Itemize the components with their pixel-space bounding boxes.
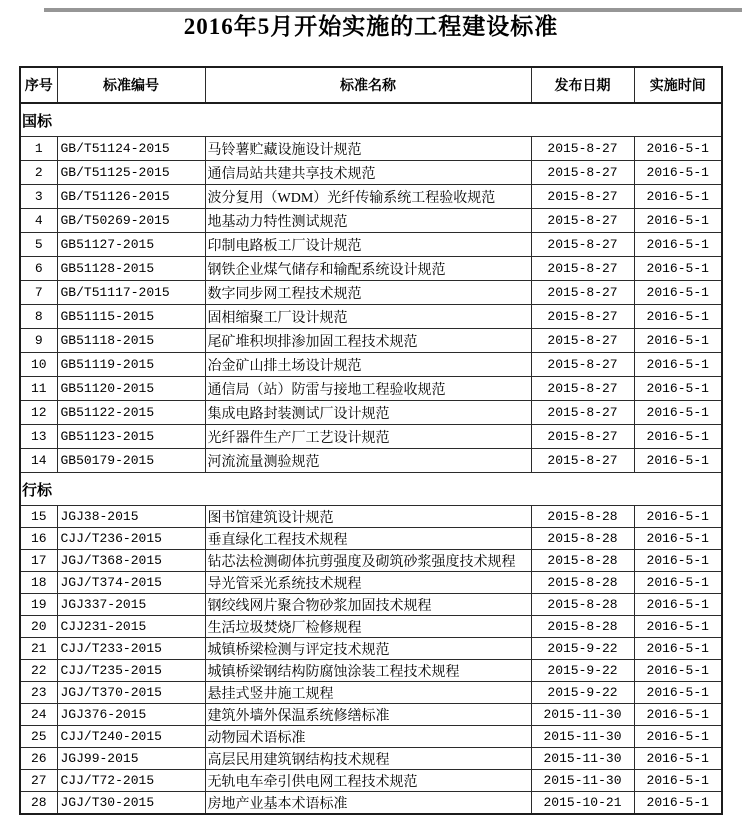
table-row	[20, 377, 722, 401]
table-row	[20, 770, 722, 792]
cell-name: 固相缩聚工厂设计规范	[205, 305, 531, 329]
cell-seq: 18	[20, 572, 57, 594]
cell-code: GB51128-2015	[57, 257, 205, 281]
cell-code: GB/T51126-2015	[57, 185, 205, 209]
table-row	[20, 425, 722, 449]
cell-pub: 2015-9-22	[531, 682, 634, 704]
cell-pub: 2015-11-30	[531, 748, 634, 770]
cell-seq: 20	[20, 616, 57, 638]
cell-code: GB51120-2015	[57, 377, 205, 401]
header-pub-date: 发布日期	[531, 67, 634, 103]
cell-seq: 13	[20, 425, 57, 449]
cell-seq: 6	[20, 257, 57, 281]
cell-impl: 2016-5-1	[634, 329, 722, 353]
header-name: 标准名称	[205, 67, 531, 103]
cell-seq: 21	[20, 638, 57, 660]
cell-impl: 2016-5-1	[634, 616, 722, 638]
cell-pub: 2015-8-27	[531, 257, 634, 281]
table-row	[20, 506, 722, 528]
cell-code: GB51118-2015	[57, 329, 205, 353]
cell-code: CJJ/T235-2015	[57, 660, 205, 682]
cell-seq: 1	[20, 137, 57, 161]
cell-name: 生活垃圾焚烧厂检修规程	[205, 616, 531, 638]
cell-code: JGJ337-2015	[57, 594, 205, 616]
cell-name: 钢铁企业煤气储存和输配系统设计规范	[205, 257, 531, 281]
cell-code: CJJ/T240-2015	[57, 726, 205, 748]
cell-pub: 2015-8-28	[531, 506, 634, 528]
table-row	[20, 233, 722, 257]
cell-seq: 19	[20, 594, 57, 616]
cell-seq: 24	[20, 704, 57, 726]
table-row	[20, 528, 722, 550]
top-edge-artifact	[44, 8, 742, 12]
cell-impl: 2016-5-1	[634, 506, 722, 528]
cell-seq: 3	[20, 185, 57, 209]
cell-name: 建筑外墙外保温系统修缮标准	[205, 704, 531, 726]
cell-seq: 23	[20, 682, 57, 704]
table-body	[20, 103, 722, 814]
cell-impl: 2016-5-1	[634, 305, 722, 329]
table-row	[20, 281, 722, 305]
cell-pub: 2015-11-30	[531, 770, 634, 792]
table-row	[20, 792, 722, 815]
cell-code: GB50179-2015	[57, 449, 205, 473]
cell-code: GB/T51117-2015	[57, 281, 205, 305]
cell-seq: 14	[20, 449, 57, 473]
cell-name: 印制电路板工厂设计规范	[205, 233, 531, 257]
cell-name: 尾矿堆积坝排渗加固工程技术规范	[205, 329, 531, 353]
cell-seq: 25	[20, 726, 57, 748]
cell-name: 马铃薯贮藏设施设计规范	[205, 137, 531, 161]
cell-pub: 2015-8-28	[531, 550, 634, 572]
cell-impl: 2016-5-1	[634, 401, 722, 425]
cell-pub: 2015-8-28	[531, 572, 634, 594]
table-row	[20, 161, 722, 185]
cell-seq: 8	[20, 305, 57, 329]
cell-impl: 2016-5-1	[634, 572, 722, 594]
table-row	[20, 572, 722, 594]
table-row	[20, 704, 722, 726]
cell-impl: 2016-5-1	[634, 425, 722, 449]
cell-code: CJJ/T233-2015	[57, 638, 205, 660]
cell-impl: 2016-5-1	[634, 792, 722, 815]
cell-impl: 2016-5-1	[634, 449, 722, 473]
cell-seq: 9	[20, 329, 57, 353]
cell-impl: 2016-5-1	[634, 137, 722, 161]
cell-impl: 2016-5-1	[634, 281, 722, 305]
cell-impl: 2016-5-1	[634, 353, 722, 377]
cell-name: 钻芯法检测砌体抗剪强度及砌筑砂浆强度技术规程	[205, 550, 531, 572]
cell-impl: 2016-5-1	[634, 550, 722, 572]
cell-code: CJJ231-2015	[57, 616, 205, 638]
cell-name: 集成电路封装测试厂设计规范	[205, 401, 531, 425]
cell-pub: 2015-8-27	[531, 209, 634, 233]
table-row	[20, 137, 722, 161]
cell-code: GB/T50269-2015	[57, 209, 205, 233]
table-row	[20, 682, 722, 704]
table-row	[20, 257, 722, 281]
cell-pub: 2015-8-28	[531, 616, 634, 638]
cell-pub: 2015-8-27	[531, 377, 634, 401]
cell-pub: 2015-8-27	[531, 233, 634, 257]
cell-code: GB51122-2015	[57, 401, 205, 425]
cell-code: JGJ/T370-2015	[57, 682, 205, 704]
cell-seq: 11	[20, 377, 57, 401]
cell-pub: 2015-11-30	[531, 726, 634, 748]
cell-seq: 26	[20, 748, 57, 770]
cell-impl: 2016-5-1	[634, 660, 722, 682]
cell-impl: 2016-5-1	[634, 209, 722, 233]
cell-impl: 2016-5-1	[634, 682, 722, 704]
cell-code: JGJ99-2015	[57, 748, 205, 770]
cell-seq: 12	[20, 401, 57, 425]
cell-code: GB/T51124-2015	[57, 137, 205, 161]
cell-pub: 2015-8-27	[531, 137, 634, 161]
standards-table	[19, 66, 723, 815]
cell-impl: 2016-5-1	[634, 594, 722, 616]
cell-seq: 28	[20, 792, 57, 815]
cell-impl: 2016-5-1	[634, 185, 722, 209]
cell-seq: 15	[20, 506, 57, 528]
cell-code: JGJ/T374-2015	[57, 572, 205, 594]
cell-seq: 7	[20, 281, 57, 305]
cell-code: JGJ376-2015	[57, 704, 205, 726]
section-row	[20, 473, 722, 506]
table-row	[20, 660, 722, 682]
cell-name: 动物园术语标准	[205, 726, 531, 748]
table-row	[20, 185, 722, 209]
cell-code: GB51115-2015	[57, 305, 205, 329]
cell-impl: 2016-5-1	[634, 748, 722, 770]
table-row	[20, 638, 722, 660]
cell-name: 钢绞线网片聚合物砂浆加固技术规程	[205, 594, 531, 616]
cell-pub: 2015-10-21	[531, 792, 634, 815]
table-row	[20, 550, 722, 572]
cell-code: GB51123-2015	[57, 425, 205, 449]
cell-pub: 2015-8-27	[531, 281, 634, 305]
cell-name: 图书馆建筑设计规范	[205, 506, 531, 528]
header-code: 标准编号	[57, 67, 205, 103]
cell-name: 无轨电车牵引供电网工程技术规范	[205, 770, 531, 792]
cell-pub: 2015-8-27	[531, 329, 634, 353]
table-row	[20, 209, 722, 233]
cell-seq: 16	[20, 528, 57, 550]
cell-name: 导光管采光系统技术规程	[205, 572, 531, 594]
cell-code: CJJ/T72-2015	[57, 770, 205, 792]
cell-pub: 2015-11-30	[531, 704, 634, 726]
table-row	[20, 353, 722, 377]
section-label: 行标	[20, 473, 722, 506]
cell-pub: 2015-8-27	[531, 185, 634, 209]
cell-pub: 2015-8-27	[531, 353, 634, 377]
cell-name: 波分复用（WDM）光纤传输系统工程验收规范	[205, 185, 531, 209]
cell-code: JGJ/T368-2015	[57, 550, 205, 572]
cell-pub: 2015-8-27	[531, 449, 634, 473]
cell-pub: 2015-8-28	[531, 528, 634, 550]
cell-name: 通信局站共建共享技术规范	[205, 161, 531, 185]
cell-pub: 2015-9-22	[531, 660, 634, 682]
table-header	[20, 67, 722, 103]
table-row	[20, 449, 722, 473]
cell-name: 城镇桥梁检测与评定技术规范	[205, 638, 531, 660]
cell-name: 数字同步网工程技术规范	[205, 281, 531, 305]
cell-code: GB51127-2015	[57, 233, 205, 257]
cell-impl: 2016-5-1	[634, 257, 722, 281]
cell-name: 垂直绿化工程技术规程	[205, 528, 531, 550]
cell-seq: 5	[20, 233, 57, 257]
cell-seq: 4	[20, 209, 57, 233]
cell-name: 悬挂式竖井施工规程	[205, 682, 531, 704]
cell-pub: 2015-9-22	[531, 638, 634, 660]
cell-code: GB51119-2015	[57, 353, 205, 377]
header-seq: 序号	[20, 67, 57, 103]
cell-name: 城镇桥梁钢结构防腐蚀涂装工程技术规程	[205, 660, 531, 682]
cell-code: GB/T51125-2015	[57, 161, 205, 185]
cell-impl: 2016-5-1	[634, 233, 722, 257]
cell-seq: 10	[20, 353, 57, 377]
cell-code: CJJ/T236-2015	[57, 528, 205, 550]
cell-name: 地基动力特性测试规范	[205, 209, 531, 233]
cell-impl: 2016-5-1	[634, 528, 722, 550]
cell-seq: 22	[20, 660, 57, 682]
cell-pub: 2015-8-27	[531, 161, 634, 185]
cell-name: 河流流量测验规范	[205, 449, 531, 473]
cell-pub: 2015-8-28	[531, 594, 634, 616]
table-row	[20, 616, 722, 638]
table-row	[20, 329, 722, 353]
page-title: 2016年5月开始实施的工程建设标准	[183, 14, 559, 39]
cell-impl: 2016-5-1	[634, 704, 722, 726]
cell-impl: 2016-5-1	[634, 726, 722, 748]
cell-impl: 2016-5-1	[634, 161, 722, 185]
standards-table-container	[19, 66, 723, 815]
cell-impl: 2016-5-1	[634, 638, 722, 660]
cell-pub: 2015-8-27	[531, 305, 634, 329]
cell-name: 高层民用建筑钢结构技术规程	[205, 748, 531, 770]
header-impl-date: 实施时间	[634, 67, 722, 103]
cell-name: 通信局（站）防雷与接地工程验收规范	[205, 377, 531, 401]
cell-name: 光纤器件生产厂工艺设计规范	[205, 425, 531, 449]
cell-seq: 17	[20, 550, 57, 572]
cell-impl: 2016-5-1	[634, 770, 722, 792]
section-label: 国标	[20, 103, 722, 137]
cell-pub: 2015-8-27	[531, 401, 634, 425]
section-row	[20, 103, 722, 137]
cell-name: 冶金矿山排土场设计规范	[205, 353, 531, 377]
cell-code: JGJ/T30-2015	[57, 792, 205, 815]
header-row	[20, 67, 722, 103]
table-row	[20, 594, 722, 616]
cell-seq: 27	[20, 770, 57, 792]
cell-code: JGJ38-2015	[57, 506, 205, 528]
cell-name: 房地产业基本术语标准	[205, 792, 531, 815]
table-row	[20, 305, 722, 329]
cell-impl: 2016-5-1	[634, 377, 722, 401]
cell-pub: 2015-8-27	[531, 425, 634, 449]
table-row	[20, 726, 722, 748]
table-row	[20, 748, 722, 770]
cell-seq: 2	[20, 161, 57, 185]
table-row	[20, 401, 722, 425]
